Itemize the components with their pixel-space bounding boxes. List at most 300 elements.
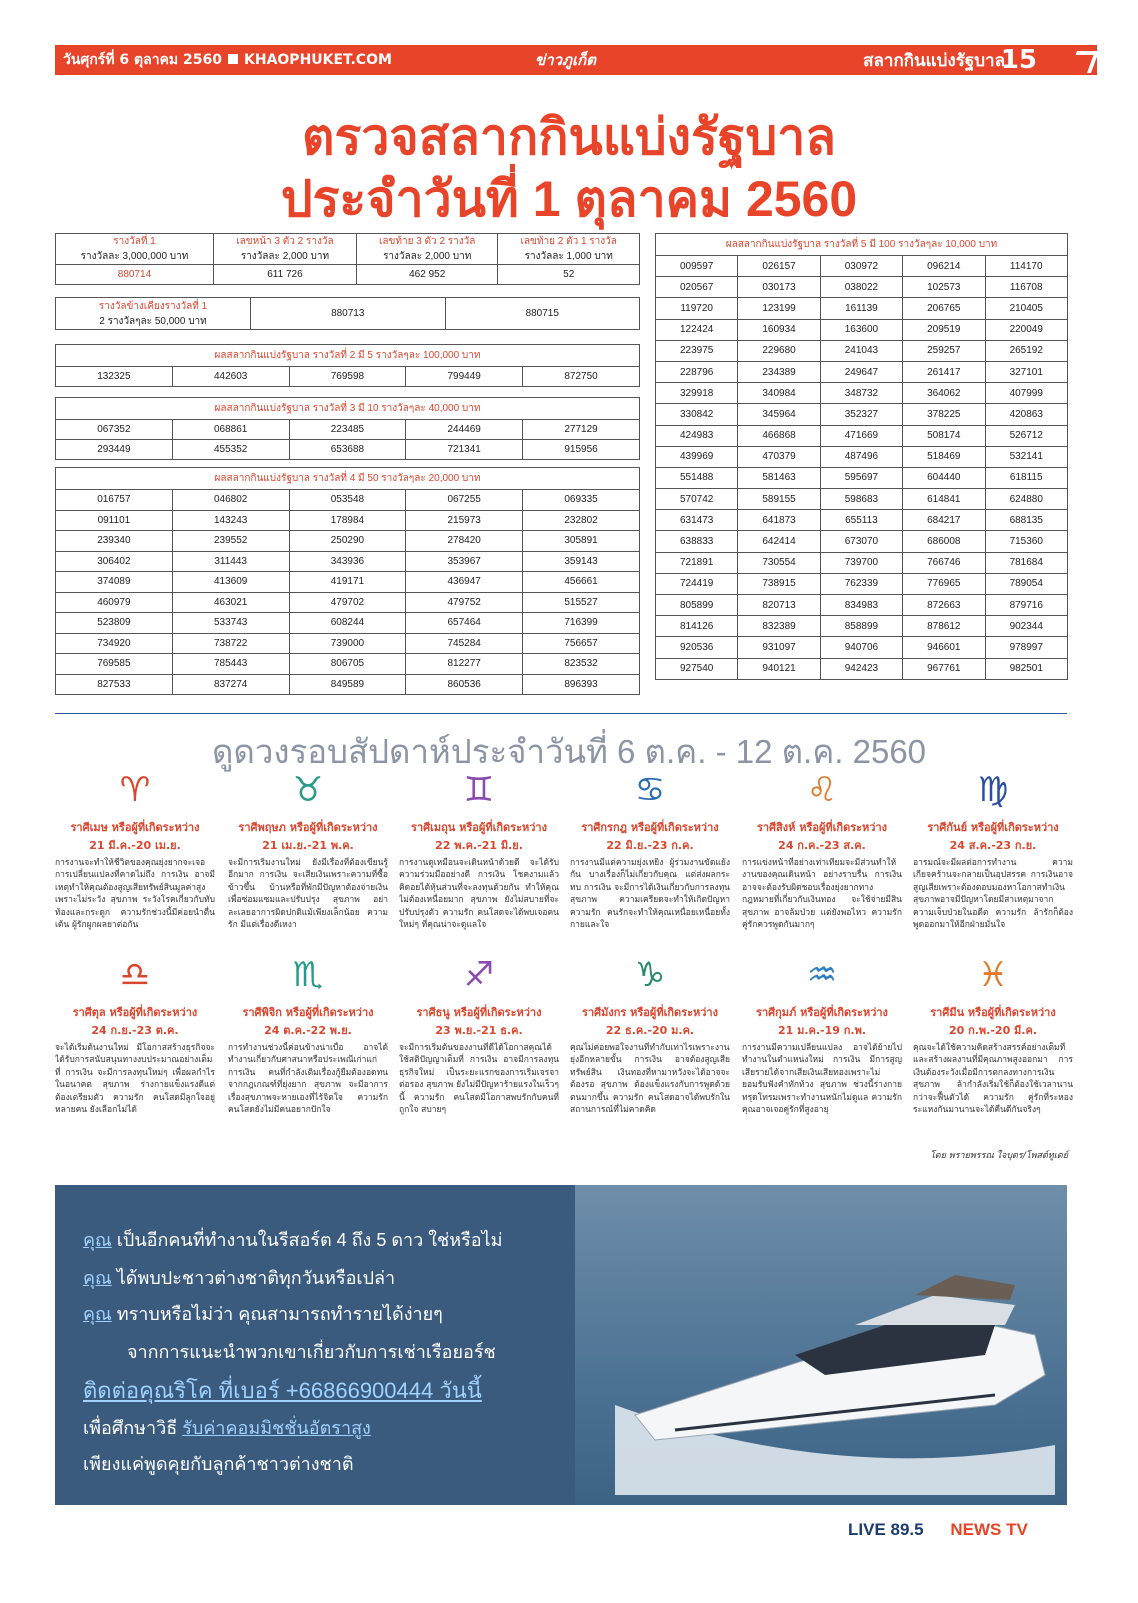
lottery-number: 352327 xyxy=(820,404,902,425)
footer-logos xyxy=(848,1520,1050,1540)
lottery-number: 067255 xyxy=(406,490,523,511)
lottery-number: 931097 xyxy=(738,637,820,658)
table-row xyxy=(656,425,1068,446)
lottery-number: 305891 xyxy=(523,531,640,552)
table-row xyxy=(56,674,640,695)
section-title: สลากกินแบ่งรัฐบาล xyxy=(863,50,1005,71)
lottery-number: 220049 xyxy=(985,319,1068,340)
lottery-number: 378225 xyxy=(903,404,985,425)
table-row xyxy=(56,654,640,675)
zodiac-sign-card xyxy=(399,955,559,1129)
lottery-number: 244469 xyxy=(406,420,523,440)
lottery-number: 265192 xyxy=(985,340,1068,361)
lottery-number: 598683 xyxy=(820,489,902,510)
ad-line-4: จากการแนะนำพวกเขาเกี่ยวกับการเช่าเรือยอร์ช xyxy=(127,1342,496,1362)
lottery-number: 739000 xyxy=(289,633,406,654)
first-prize-number: 880714 xyxy=(56,265,214,285)
horoscope-byline: โดย พรายพรรณ ใจบุตร/โพสต์ทูเดย์ xyxy=(929,1151,1068,1161)
zodiac-sign-card xyxy=(570,770,730,944)
front-three-digits: 611 726 xyxy=(213,265,356,285)
table-row xyxy=(656,298,1068,319)
lottery-number: 215973 xyxy=(406,510,523,531)
second-prize-table xyxy=(55,344,640,387)
table-row xyxy=(656,361,1068,382)
lottery-number: 766746 xyxy=(903,552,985,573)
lottery-number: 812277 xyxy=(406,654,523,675)
zodiac-sign-card xyxy=(55,955,215,1129)
zodiac-forecast-text: การงานมีแต่ความยุ่งเหยิง ผู้ร่วมงานขัดแย้งกัน บางเรื่องก็ไม่เกี่ยวกับคุณ แต่ส่งผลกระทบ การเงิน จะมีการได้เงินเกี่ยวกับการลงทุน สุขภาพ ความเครียดจะทำให้เกิดปัญหา ความรัก คนรักจะทำให้คุณเหนื่อยเหนื่อยทั้งกายและใจ xyxy=(570,858,730,931)
lottery-number: 638833 xyxy=(656,531,738,552)
lottery-number: 374089 xyxy=(56,572,173,593)
prize-table-header: ผลสลากกินแบ่งรัฐบาล รางวัลที่ 3 มี 10 รางวัลๆละ 40,000 บาท xyxy=(56,398,640,420)
lottery-number: 834983 xyxy=(820,595,902,616)
lottery-number: 209519 xyxy=(903,319,985,340)
cancer-icon: ♋ xyxy=(634,770,666,810)
lottery-number: 820713 xyxy=(738,595,820,616)
taurus-icon: ♉ xyxy=(292,770,324,810)
lottery-number: 466868 xyxy=(738,425,820,446)
zodiac-sign-name: ราศีธนู หรือผู้ที่เกิดระหว่าง xyxy=(416,1006,542,1019)
lottery-number: 860536 xyxy=(406,674,523,695)
lottery-number: 532141 xyxy=(985,446,1068,467)
lottery-number: 631473 xyxy=(656,510,738,531)
gemini-icon: ♊ xyxy=(463,770,495,810)
issue-date: วันศุกร์ที่ 6 ตุลาคม 2560 KHAOPHUKET.COM xyxy=(63,52,392,68)
lottery-number: 359143 xyxy=(523,551,640,572)
lottery-number: 330842 xyxy=(656,404,738,425)
table-row xyxy=(56,510,640,531)
lottery-number: 069335 xyxy=(523,490,640,511)
lottery-number: 293449 xyxy=(56,440,173,460)
lottery-number: 122424 xyxy=(656,319,738,340)
zodiac-date-range: 21 เม.ย.-21 พ.ค. xyxy=(262,839,354,852)
zodiac-forecast-text: การทำงานช่วงนี้ค่อนข้างน่าเบื่อ อาจได้ทำงานเกี่ยวกับศาสนาหรือประเพณีเก่าแก่ การเงิน คนที่กำลังเติมเรื่องกู้ยืมต้องอดทนจากกฎเกณฑ์ที่ยุ่งยาก สุขภาพ จะมีอาการเรื่องสุขภาพจะหายเองที่ไร้จิตใจ ความรัก คนโสดยังไม่มีคนอยากปักใจ xyxy=(228,1043,388,1116)
zodiac-sign-name: ราศีพฤษภ หรือผู้ที่เกิดระหว่าง xyxy=(238,821,378,834)
lottery-number: 261417 xyxy=(903,361,985,382)
yacht-advertisement xyxy=(55,1185,1067,1505)
lottery-number: 413609 xyxy=(172,572,289,593)
ad-line-6: เพื่อศึกษาวิธี รับค่าคอมมิชชั่นอัตราสูง xyxy=(83,1418,371,1438)
site-name[interactable]: KHAOPHUKET.COM xyxy=(244,52,392,68)
lottery-number: 902344 xyxy=(985,616,1068,637)
zodiac-sign-name: ราศีพิจิก หรือผู้ที่เกิดระหว่าง xyxy=(242,1006,374,1019)
lottery-number: 655113 xyxy=(820,510,902,531)
lottery-number: 551488 xyxy=(656,467,738,488)
table-row xyxy=(56,551,640,572)
lottery-number: 686008 xyxy=(903,531,985,552)
lottery-number: 223975 xyxy=(656,340,738,361)
table-row xyxy=(656,616,1068,637)
zodiac-date-range: 20 ก.พ.-20 มี.ค. xyxy=(948,1024,1038,1037)
lottery-number: 016757 xyxy=(56,490,173,511)
section-divider xyxy=(55,713,1067,714)
lottery-number: 982501 xyxy=(985,658,1068,679)
newspaper-logo: ข่าวภูเก็ต xyxy=(535,51,596,69)
lottery-number: 419171 xyxy=(289,572,406,593)
lottery-number: 239552 xyxy=(172,531,289,552)
prize-header: รางวัลที่ 1 รางวัลละ 3,000,000 บาท xyxy=(56,234,214,265)
prize-table-header: ผลสลากกินแบ่งรัฐบาล รางวัลที่ 5 มี 100 รางวัลๆละ 10,000 บาท xyxy=(656,234,1068,256)
table-row xyxy=(56,420,640,440)
lottery-number: 595697 xyxy=(820,467,902,488)
lottery-number: 642414 xyxy=(738,531,820,552)
zodiac-forecast-text: การงานจะทำให้ชีวิตของคุณยุ่งยากจะเจอการเปลี่ยนแปลงที่คาดไม่ถึง การเงิน อาจมีเหตุทำให้คุณต้องสูญเสียทรัพย์สินมูลค่าสูงเพราะไม่ระวัง สุขภาพ ระวังโรคเกี่ยวกับทับท้องและกระดูก ความรักช่วงนี้มีค่อยนำตื่นเต้น ผู้รักผูกผลยาต่อกัน xyxy=(55,858,215,931)
zodiac-date-range: 24 ก.ค.-23 ส.ค. xyxy=(778,839,866,852)
table-row xyxy=(656,510,1068,531)
zodiac-date-range: 22 ธ.ค.-20 ม.ค. xyxy=(605,1024,695,1037)
lottery-number: 424983 xyxy=(656,425,738,446)
zodiac-sign-name: ราศีเมถุน หรือผู้ที่เกิดระหว่าง xyxy=(411,821,547,834)
zodiac-sign-name: ราศีสิงห์ หรือผู้ที่เกิดระหว่าง xyxy=(756,821,888,834)
lottery-number: 234389 xyxy=(738,361,820,382)
table-row xyxy=(656,446,1068,467)
lottery-number: 436947 xyxy=(406,572,523,593)
table-row xyxy=(656,383,1068,404)
lottery-number: 311443 xyxy=(172,551,289,572)
zodiac-date-range: 22 มิ.ย.-23 ก.ค. xyxy=(606,839,694,852)
table-row xyxy=(656,552,1068,573)
lottery-number: 533743 xyxy=(172,613,289,634)
lottery-number: 814126 xyxy=(656,616,738,637)
lottery-number: 927540 xyxy=(656,658,738,679)
lottery-number: 487496 xyxy=(820,446,902,467)
lottery-number: 769598 xyxy=(289,367,406,387)
zodiac-sign-card xyxy=(742,955,902,1129)
lottery-number: 769585 xyxy=(56,654,173,675)
header-bar xyxy=(55,45,1067,75)
lottery-number: 518469 xyxy=(903,446,985,467)
lottery-number: 241043 xyxy=(820,340,902,361)
lottery-number: 345964 xyxy=(738,404,820,425)
ad-line-2: คุณ ได้พบปะชาวต่างชาติทุกวันหรือเปล่า xyxy=(83,1268,396,1288)
lottery-number: 327101 xyxy=(985,361,1068,382)
lottery-number: 738915 xyxy=(738,573,820,594)
lottery-number: 439969 xyxy=(656,446,738,467)
page-number: 15 xyxy=(1000,45,1037,75)
zodiac-date-range: 21 ม.ค.-19 ก.พ. xyxy=(777,1024,867,1037)
lottery-number: 026157 xyxy=(738,256,820,277)
lottery-number: 827533 xyxy=(56,674,173,695)
lottery-number: 739700 xyxy=(820,552,902,573)
lottery-number: 799449 xyxy=(406,367,523,387)
zodiac-sign-card xyxy=(570,955,730,1129)
lottery-number: 879716 xyxy=(985,595,1068,616)
zodiac-sign-name: ราศีกรกฎ หรือผู้ที่เกิดระหว่าง xyxy=(581,821,719,834)
zodiac-sign-card xyxy=(228,770,388,944)
table-row xyxy=(56,613,640,634)
lottery-number: 114170 xyxy=(985,256,1068,277)
table-row xyxy=(56,572,640,593)
lottery-number: 781684 xyxy=(985,552,1068,573)
zodiac-date-range: 24 ส.ค.-23 ก.ย. xyxy=(949,839,1037,852)
fourth-prize-table xyxy=(55,467,640,695)
zodiac-sign-card xyxy=(399,770,559,944)
lottery-number: 734920 xyxy=(56,633,173,654)
lottery-number: 688135 xyxy=(985,510,1068,531)
zodiac-sign-name: ราศีกันย์ หรือผู้ที่เกิดระหว่าง xyxy=(927,821,1059,834)
zodiac-date-range: 24 ต.ค.-22 พ.ย. xyxy=(264,1024,352,1037)
lottery-number: 805899 xyxy=(656,595,738,616)
prize-header: เลขหน้า 3 ตัว 2 รางวัล รางวัลละ 2,000 บาท xyxy=(213,234,356,265)
lottery-number: 515527 xyxy=(523,592,640,613)
last-three-digits: 462 952 xyxy=(356,265,498,285)
yacht-icon xyxy=(615,1255,1055,1495)
near-prize-number: 880713 xyxy=(251,298,446,330)
lottery-number: 249647 xyxy=(820,361,902,382)
lottery-number: 053548 xyxy=(289,490,406,511)
lottery-number: 456661 xyxy=(523,572,640,593)
lottery-number: 091101 xyxy=(56,510,173,531)
lottery-number: 604440 xyxy=(903,467,985,488)
lottery-number: 068861 xyxy=(172,420,289,440)
lottery-number: 210405 xyxy=(985,298,1068,319)
lottery-number: 730554 xyxy=(738,552,820,573)
lottery-number: 407999 xyxy=(985,383,1068,404)
prize-table-header: ผลสลากกินแบ่งรัฐบาล รางวัลที่ 4 มี 50 รางวัลๆละ 20,000 บาท xyxy=(56,468,640,490)
lottery-number: 178984 xyxy=(289,510,406,531)
lottery-number: 259257 xyxy=(903,340,985,361)
zodiac-date-range: 23 พ.ย.-21 ธ.ค. xyxy=(435,1024,523,1037)
lottery-number: 239340 xyxy=(56,531,173,552)
lottery-number: 009597 xyxy=(656,256,738,277)
lottery-number: 229680 xyxy=(738,340,820,361)
lottery-number: 946601 xyxy=(903,637,985,658)
lottery-number: 978997 xyxy=(985,637,1068,658)
lottery-number: 442603 xyxy=(172,367,289,387)
lottery-number: 096214 xyxy=(903,256,985,277)
lottery-number: 206765 xyxy=(903,298,985,319)
lottery-number: 046802 xyxy=(172,490,289,511)
lottery-number: 364062 xyxy=(903,383,985,404)
lottery-number: 163600 xyxy=(820,319,902,340)
ad-line-7: เพียงแค่พูดคุยกับลูกค้าชาวต่างชาติ xyxy=(83,1454,354,1474)
zodiac-forecast-text: คุณจะได้ใช้ความคิดสร้างสรรค์อย่างเต็มที่และสร้างผลงานที่มีคุณภาพสูงออกมา การเงินต้องระวังเมื่อมีการตกลงทางการเงิน สุขภาพ ล้ากำลังเริ่มใช้ก็ต้องใช้เวลานานกว่าจะฟื้นตัวได้ ความรัก คู่รักที่ระหองระแหงกันมานานจะได้คืนดีกันจริงๆ xyxy=(913,1043,1073,1116)
table-row xyxy=(656,277,1068,298)
zodiac-forecast-text: การงานมีความเปลี่ยนแปลง อาจได้ย้ายไปทำงานในตำแหน่งใหม่ การเงิน มีการสูญเสียรายได้จากเสียเงินเสียทองเพราะไม่ยอมรับฟังคำทักท้วง สุขภาพ ช่วงนี้ร่างกายทรุดโทรมเพราะทำงานหนักไม่ดูแล ความรัก คุณอาจเจอคู่รักที่สูงอายุ xyxy=(742,1043,902,1116)
lottery-number: 684217 xyxy=(903,510,985,531)
lottery-number: 232802 xyxy=(523,510,640,531)
lottery-number: 306402 xyxy=(56,551,173,572)
lottery-number: 161139 xyxy=(820,298,902,319)
lottery-number: 806705 xyxy=(289,654,406,675)
capricorn-icon: ♑ xyxy=(634,955,666,995)
lottery-number: 785443 xyxy=(172,654,289,675)
lottery-number: 102573 xyxy=(903,277,985,298)
lottery-number: 123199 xyxy=(738,298,820,319)
leo-icon: ♌ xyxy=(806,770,838,810)
lottery-number: 570742 xyxy=(656,489,738,510)
zodiac-forecast-text: การงานดูเหมือนจะเดินหน้าด้วยดี จะได้รับความร่วมมืออย่างดี การเงิน โชคงามแล้วคิดอยได้หุ้นส่วนที่จะลงทุนด้วยกัน ทำให้คุณไม่ต้องเหนื่อยมาก สุขภาพ ยังไม่สบายที่จะปรับปรุงตัว ความรัก คนโสดจะได้พบเจอคนใหม่ๆ ที่คุณน่าจะดูแลใจ xyxy=(399,858,559,931)
lottery-number: 353967 xyxy=(406,551,523,572)
table-row xyxy=(656,340,1068,361)
zodiac-forecast-text: จะมีการเริ่มงานใหม่ ยังมีเรื่องที่ต้องเขียนรู้อีกมาก การเงิน จะเสียเงินเพราะความที่ซื้อข้าวขึ้น บ้านหรือที่พักมีปัญหาต้องจ่ายเงินเพื่อซ่อมแซมและปรับปรุง สุขภาพ อย่าละเลยอาการผิดปกติแม้เพียงเล็กน้อย ความรัก มีแต่เรื่องดีเหงา xyxy=(228,858,388,931)
lottery-number: 832389 xyxy=(738,616,820,637)
prize-header: เลขท้าย 2 ตัว 1 รางวัล รางวัลละ 1,000 บาท xyxy=(498,234,640,265)
lottery-number: 756657 xyxy=(523,633,640,654)
lottery-number: 470379 xyxy=(738,446,820,467)
lottery-number: 896393 xyxy=(523,674,640,695)
lottery-number: 228796 xyxy=(656,361,738,382)
table-row xyxy=(656,658,1068,679)
lottery-number: 479752 xyxy=(406,592,523,613)
lottery-number: 724419 xyxy=(656,573,738,594)
lottery-number: 721341 xyxy=(406,440,523,460)
lottery-number: 762339 xyxy=(820,573,902,594)
libra-icon: ♎ xyxy=(119,955,151,995)
lottery-number: 823532 xyxy=(523,654,640,675)
lottery-number: 340984 xyxy=(738,383,820,404)
lottery-number: 132325 xyxy=(56,367,173,387)
corner-arrow-icon xyxy=(1067,45,1097,75)
lottery-number: 455352 xyxy=(172,440,289,460)
sagittarius-icon: ♐ xyxy=(463,955,495,995)
near-prize-table xyxy=(55,297,640,330)
fifth-prize-table xyxy=(655,233,1068,680)
lottery-number: 745284 xyxy=(406,633,523,654)
table-row xyxy=(56,531,640,552)
table-row xyxy=(656,256,1068,277)
lottery-number: 143243 xyxy=(172,510,289,531)
lottery-number: 460979 xyxy=(56,592,173,613)
lottery-number: 614841 xyxy=(903,489,985,510)
first-prize-table xyxy=(55,233,640,285)
zodiac-forecast-text: การแข่งหน้าที่อย่างเท่าเทียมจะมีส่วนทำให้งานของคุณเดินหน้า อย่างราบรื่น การเงิน อาจจะต้องรับผิดชอบเรื่องยุ่งยากทางกฎหมายที่เกี่ยวกับเงินทอง จะใช้จ่ายมีสิน สุขภาพ อาจล้มป่วย แต่ยังพอไหว ความรัก คู่รักควรพูดกันมากๆ xyxy=(742,858,902,931)
lottery-number: 653688 xyxy=(289,440,406,460)
near-prize-header: รางวัลข้างเคียงรางวัลที่ 1 2 รางวัลๆละ 50,000 บาท xyxy=(56,298,251,330)
lottery-number: 849589 xyxy=(289,674,406,695)
lottery-number: 920536 xyxy=(656,637,738,658)
zodiac-sign-name: ราศีกุมภ์ หรือผู้ที่เกิดระหว่าง xyxy=(756,1006,888,1019)
zodiac-forecast-text: จะได้เริ่มต้นงานใหม่ มีโอกาสสร้างธุรกิจจะได้รับการสนับสนุนทางงบประมาณอย่างเต็มที่ การเงิน จะมีการลงทุนใหม่ๆ เพื่อผลกำไรในอนาคต สุขภาพ ร่างกายแข็งแรงดีแต่ต้องเตรียมตัว ความรัก คนโสดมีลูกใจอยู่หลายคน ยังเลือกไม่ได้ xyxy=(55,1043,215,1116)
lottery-number: 277129 xyxy=(523,420,640,440)
zodiac-forecast-text: จะมีการเริ่มต้นของงานที่ดีได้โอกาสคุณได้ใช้สติปัญญาเต็มที่ การเงิน อาจมีการลงทุนธุรกิจใหม่ เป็นระยะแรกของการเริ่มเจรจาต่อรอง สุขภาพ ยังไม่มีปัญหาร้ายแรงในเร็วๆ นี้ ความรัก คนโสดมีโอกาสพบรักกับคนที่ถูกใจ สบายๆ xyxy=(399,1043,559,1116)
lottery-number: 915956 xyxy=(523,440,640,460)
live-radio-logo[interactable]: LIVE 89.5 xyxy=(848,1520,924,1539)
lottery-number: 715360 xyxy=(985,531,1068,552)
lottery-number: 721891 xyxy=(656,552,738,573)
table-row xyxy=(656,404,1068,425)
lottery-number: 463021 xyxy=(172,592,289,613)
page-title-line1: ตรวจสลากกินแบ่งรัฐบาล xyxy=(302,109,836,165)
lottery-number: 471669 xyxy=(820,425,902,446)
lottery-number: 657464 xyxy=(406,613,523,634)
lottery-number: 940121 xyxy=(738,658,820,679)
lottery-number: 967761 xyxy=(903,658,985,679)
ad-line-1: คุณ เป็นอีกคนที่ทำงานในรีสอร์ต 4 ถึง 5 ดาว ใช่หรือไม่ xyxy=(83,1230,503,1250)
page-title-line2: ประจำวันที่ 1 ตุลาคม 2560 xyxy=(280,171,858,227)
near-prize-number: 880715 xyxy=(445,298,640,330)
lottery-number: 673070 xyxy=(820,531,902,552)
pisces-icon: ♓ xyxy=(977,955,1009,995)
horoscope-title: ดูดวงรอบสัปดาห์ประจำวันที่ 6 ต.ค. - 12 ต.ค. 2560 xyxy=(211,733,927,770)
lottery-number: 348732 xyxy=(820,383,902,404)
lottery-number: 872663 xyxy=(903,595,985,616)
zodiac-sign-card xyxy=(913,770,1073,944)
ad-contact-link[interactable]: ติดต่อคุณริโค ที่เบอร์ +66866900444 วันนี้ xyxy=(83,1378,482,1403)
zodiac-sign-name: ราศีมีน หรือผู้ที่เกิดระหว่าง xyxy=(930,1006,1056,1019)
lottery-number: 420863 xyxy=(985,404,1068,425)
lottery-number: 608244 xyxy=(289,613,406,634)
table-row xyxy=(656,573,1068,594)
lottery-number: 329918 xyxy=(656,383,738,404)
lottery-number: 716399 xyxy=(523,613,640,634)
lottery-number: 589155 xyxy=(738,489,820,510)
table-row xyxy=(56,490,640,511)
lottery-number: 250290 xyxy=(289,531,406,552)
lottery-number: 020567 xyxy=(656,277,738,298)
lottery-number: 160934 xyxy=(738,319,820,340)
zodiac-sign-card xyxy=(742,770,902,944)
table-row xyxy=(56,440,640,460)
lottery-number: 526712 xyxy=(985,425,1068,446)
zodiac-date-range: 24 ก.ย.-23 ต.ค. xyxy=(91,1024,179,1037)
table-row xyxy=(56,592,640,613)
last-two-digits: 52 xyxy=(498,265,640,285)
lottery-number: 030972 xyxy=(820,256,902,277)
lottery-number: 940706 xyxy=(820,637,902,658)
lottery-number: 278420 xyxy=(406,531,523,552)
zodiac-sign-card xyxy=(913,955,1073,1129)
lottery-number: 116708 xyxy=(985,277,1068,298)
zodiac-sign-name: ราศีเมษ หรือผู้ที่เกิดระหว่าง xyxy=(70,821,200,834)
lottery-number: 038022 xyxy=(820,277,902,298)
table-row xyxy=(656,637,1068,658)
lottery-number: 872750 xyxy=(523,367,640,387)
lottery-number: 581463 xyxy=(738,467,820,488)
lottery-number: 858899 xyxy=(820,616,902,637)
zodiac-sign-name: ราศีมังกร หรือผู้ที่เกิดระหว่าง xyxy=(582,1006,718,1019)
zodiac-sign-card xyxy=(55,770,215,944)
virgo-icon: ♍ xyxy=(977,770,1009,810)
lottery-number: 942423 xyxy=(820,658,902,679)
zodiac-forecast-text: อารมณ์จะมีผลต่อการทำงาน ความเกียจคร้านจะกลายเป็นอุปสรรค การเงินอาจสูญเสียเพราะต้องตอบมองหาโอกาสทำเงิน สุขภาพอาจมีปัญหาโดยมีสาเหตุมาจากความเจ็บป่วยในอดีต ความรัก ล้ารักก็ต้องพูดออกมาให้อีกฝ่ายมั่นใจ xyxy=(913,858,1073,931)
separator-square xyxy=(228,54,238,64)
aquarius-icon: ♒ xyxy=(806,955,838,995)
zodiac-forecast-text: คุณไม่ค่อยพอใจงานที่ทำกับเท่าไรเพราะงานยุ่งอีกหลายขั้น การเงิน อาจต้องสูญเสียทรัพย์สิน เงินทองที่หามาหวังจะได้อาจจะต้องรอ สุขภาพ ต้องแข็งแรงกับการพูดด้วยตนมากขึ้น ความรัก คนโสดอาจได้พบรักในสถานการณ์ที่ไม่คาดคิด xyxy=(570,1043,730,1116)
zodiac-sign-name: ราศีตุล หรือผู้ที่เกิดระหว่าง xyxy=(72,1006,198,1019)
lottery-number: 223485 xyxy=(289,420,406,440)
lottery-number: 618115 xyxy=(985,467,1068,488)
table-row xyxy=(656,595,1068,616)
lottery-number: 067352 xyxy=(56,420,173,440)
third-prize-table xyxy=(55,397,640,460)
lottery-number: 789054 xyxy=(985,573,1068,594)
lottery-number: 878612 xyxy=(903,616,985,637)
news-tv-logo[interactable]: NEWS TV xyxy=(950,1520,1028,1539)
lottery-number: 030173 xyxy=(738,277,820,298)
lottery-number: 119720 xyxy=(656,298,738,319)
table-row xyxy=(656,467,1068,488)
aries-icon: ♈ xyxy=(119,770,151,810)
table-row xyxy=(656,319,1068,340)
table-row xyxy=(56,633,640,654)
lottery-number: 343936 xyxy=(289,551,406,572)
lottery-number: 479702 xyxy=(289,592,406,613)
lottery-number: 523809 xyxy=(56,613,173,634)
table-row xyxy=(56,367,640,387)
lottery-number: 837274 xyxy=(172,674,289,695)
prize-table-header: ผลสลากกินแบ่งรัฐบาล รางวัลที่ 2 มี 5 รางวัลๆละ 100,000 บาท xyxy=(56,345,640,367)
ad-line-3: คุณ ทราบหรือไม่ว่า คุณสามารถทำรายได้ง่ายๆ xyxy=(83,1304,443,1324)
lottery-number: 738722 xyxy=(172,633,289,654)
lottery-number: 641873 xyxy=(738,510,820,531)
zodiac-date-range: 21 มี.ค.-20 เม.ย. xyxy=(89,839,181,852)
lottery-number: 508174 xyxy=(903,425,985,446)
scorpio-icon: ♏ xyxy=(292,955,324,995)
lottery-number: 624880 xyxy=(985,489,1068,510)
table-row xyxy=(656,489,1068,510)
zodiac-sign-card xyxy=(228,955,388,1129)
